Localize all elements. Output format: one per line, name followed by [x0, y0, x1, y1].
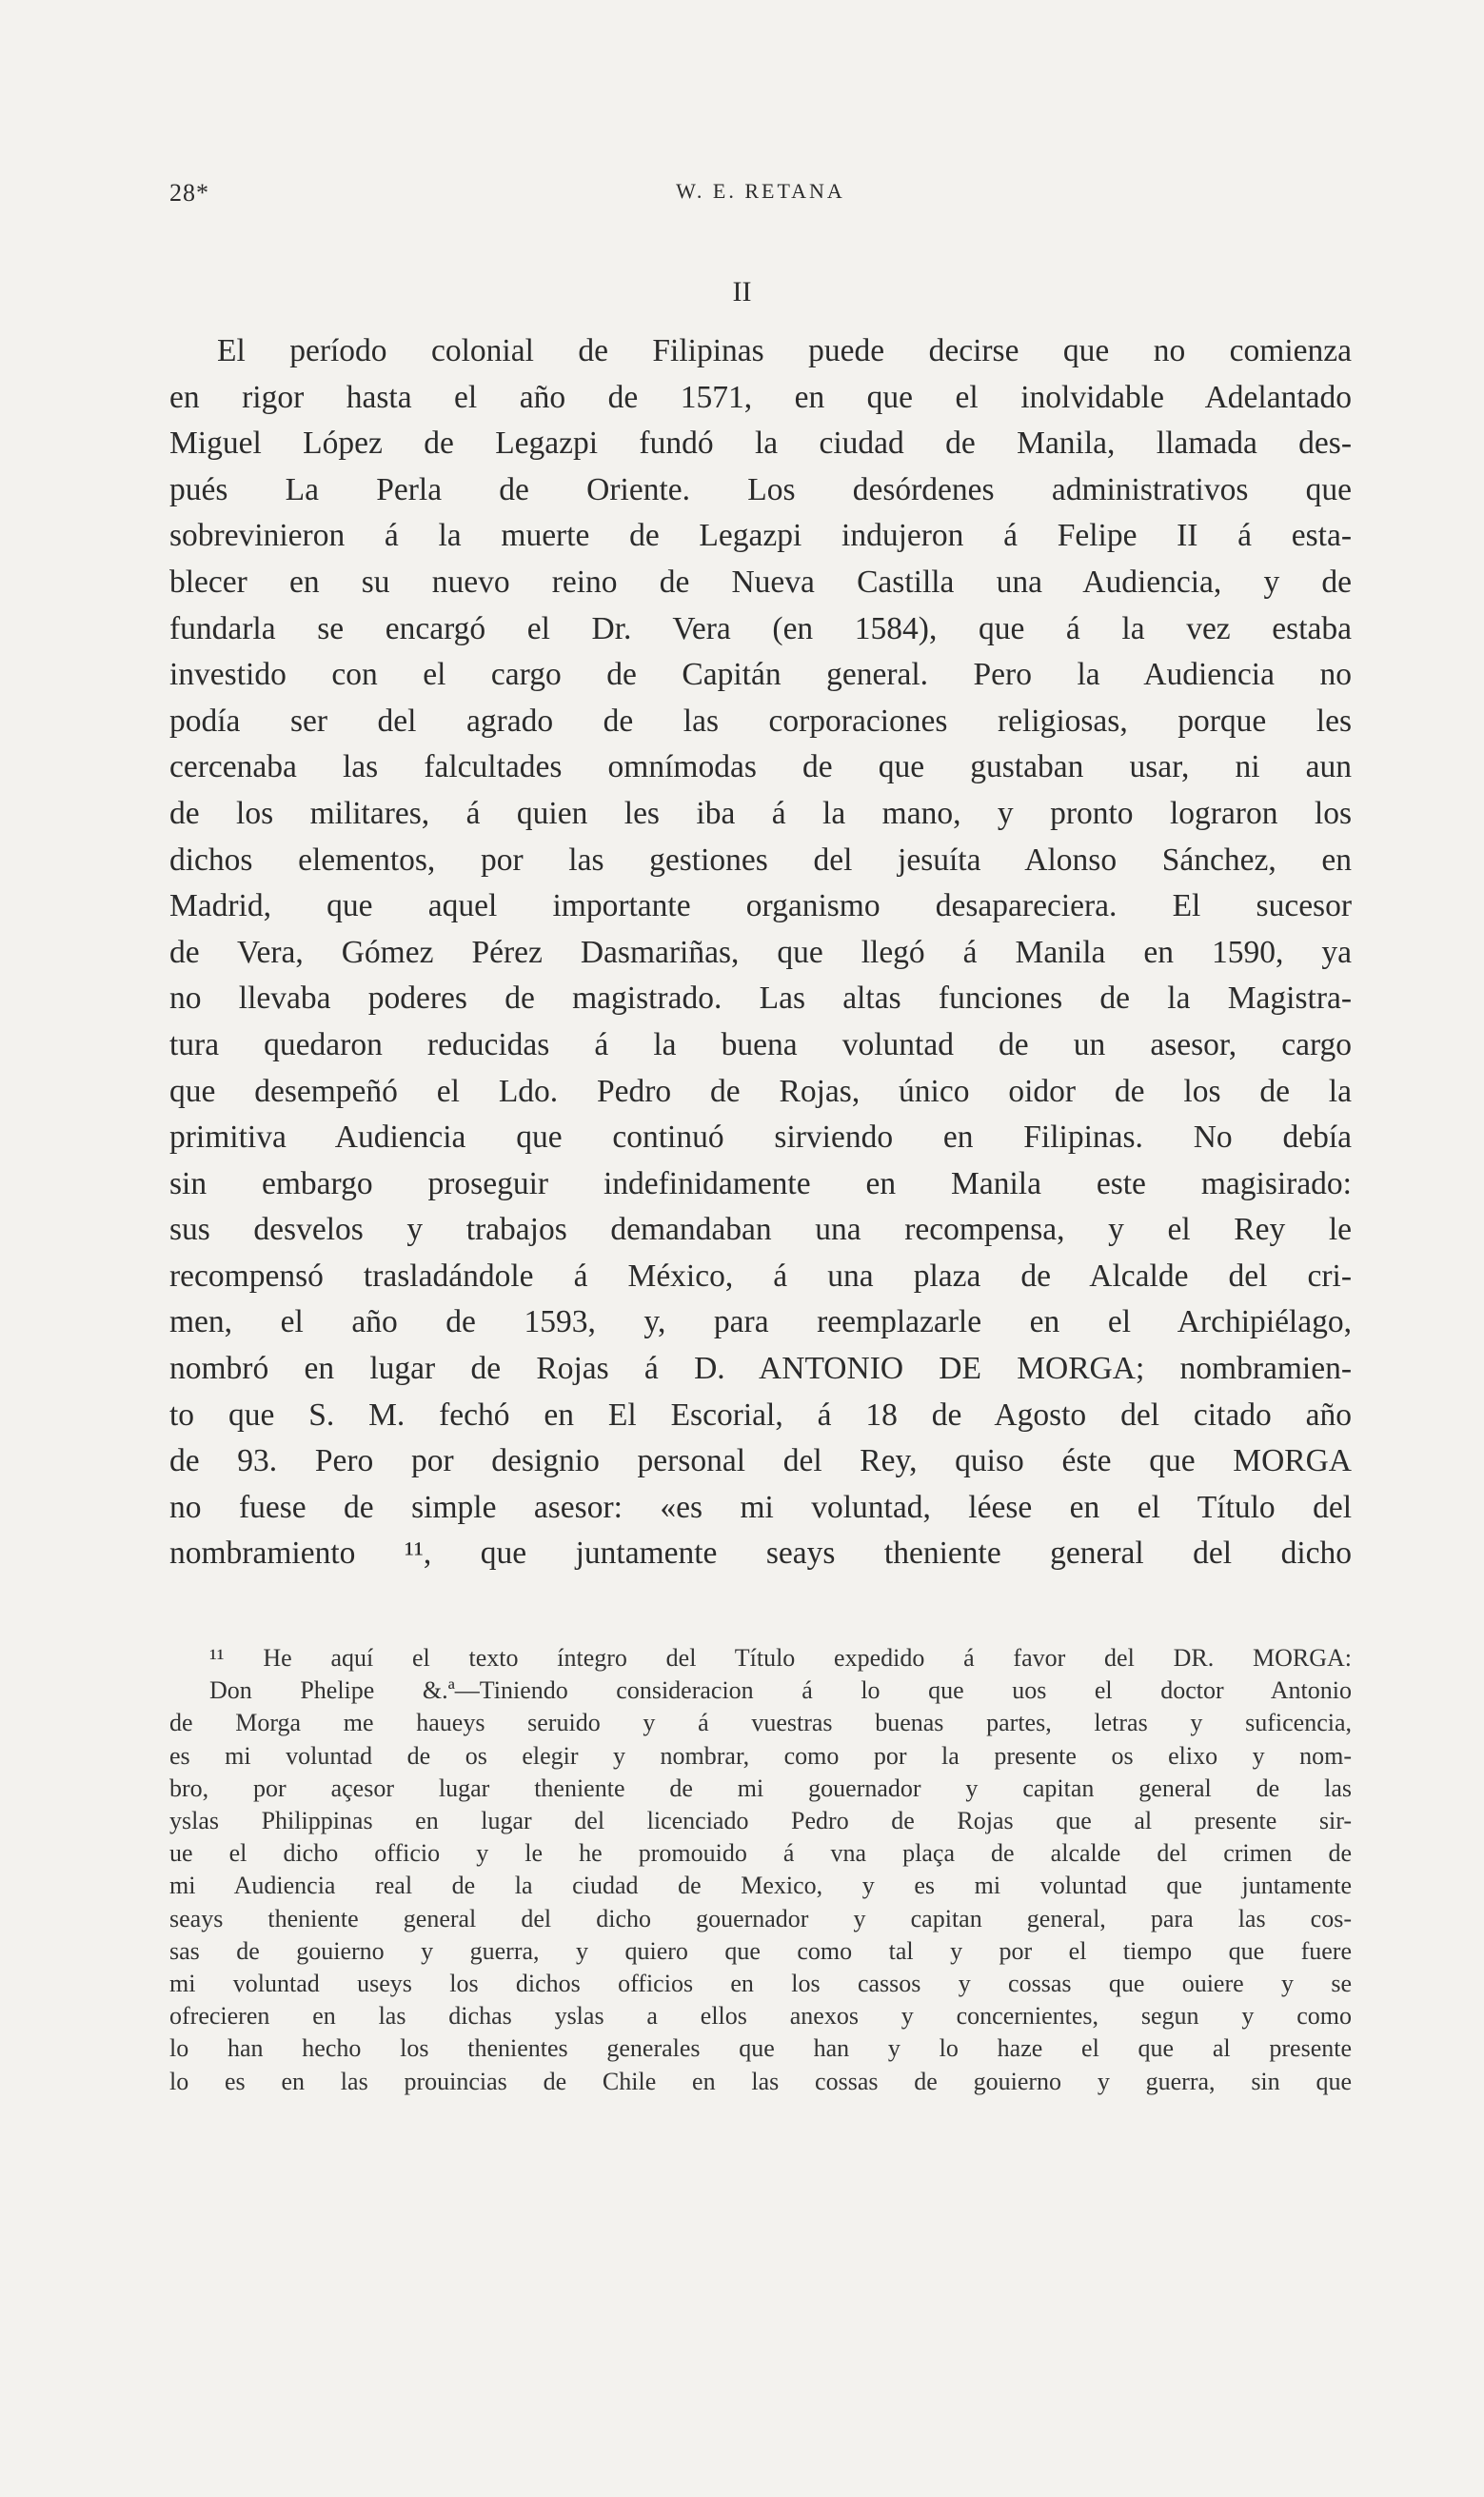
body-line: nombramiento ¹¹, que juntamente seays theniente general del dicho: [169, 1536, 1352, 1572]
section-title: II: [732, 276, 752, 307]
body-line: nombró en lugar de Rojas á D. ANTONIO DE MORGA; nombramien-: [169, 1351, 1352, 1387]
body-line: podía ser del agrado de las corporaciones religiosas, porque les: [169, 703, 1352, 739]
body-line: pués La Perla de Oriente. Los desórdenes administrativos que: [169, 471, 1352, 507]
body-line: cercenaba las falcultades omnímodas de que gustaban usar, ni aun: [169, 749, 1352, 785]
footnote-line: lo han hecho los thenientes generales que han y lo haze el que al presente: [169, 2034, 1352, 2063]
footnote-line: es mi voluntad de os elegir y nombrar, como por la presente os elixo y nom-: [169, 1741, 1352, 1770]
page-header: [169, 179, 1352, 217]
body-line: que desempeñó el Ldo. Pedro de Rojas, único oidor de los de la: [169, 1073, 1352, 1109]
body-line: dichos elementos, por las gestiones del jesuíta Alonso Sánchez, en: [169, 842, 1352, 878]
body-line: de Vera, Gómez Pérez Dasmariñas, que llegó á Manila en 1590, ya: [169, 934, 1352, 970]
body-line: de 93. Pero por designio personal del Rey, quiso éste que MORGA: [169, 1443, 1352, 1479]
body-line: investido con el cargo de Capitán general. Pero la Audiencia no: [169, 657, 1352, 693]
page-number: 28*: [169, 179, 209, 207]
body-line: de los militares, á quien les iba á la mano, y pronto lograron los: [169, 795, 1352, 831]
footnote-line: ¹¹ He aquí el texto íntegro del Título expedido á favor del DR. MORGA:: [209, 1644, 1352, 1672]
body-line: en rigor hasta el año de 1571, en que el inolvidable Adelantado: [169, 379, 1352, 415]
footnote-line: mi voluntad useys los dichos officios en los cassos y cossas que ouiere y se: [169, 1970, 1352, 1998]
body-line: no llevaba poderes de magistrado. Las altas funciones de la Magistra-: [169, 981, 1352, 1017]
footnote: [169, 1642, 1352, 2098]
body-line: no fuese de simple asesor: «es mi voluntad, léese en el Título del: [169, 1489, 1352, 1525]
footnote-line: seays theniente general del dicho gouernador y capitan general, para las cos-: [169, 1904, 1352, 1932]
footnote-line: yslas Philippinas en lugar del licenciado Pedro de Rojas que al presente sir-: [169, 1807, 1352, 1835]
footnote-line: mi Audiencia real de la ciudad de Mexico, y es mi voluntad que juntamente: [169, 1872, 1352, 1900]
body-line: tura quedaron reducidas á la buena voluntad de un asesor, cargo: [169, 1026, 1352, 1062]
body-line: fundarla se encargó el Dr. Vera (en 1584), que á la vez estaba: [169, 610, 1352, 646]
body-line: recompensó trasladándole á México, á una plaza de Alcalde del cri-: [169, 1258, 1352, 1294]
body-text: [169, 328, 1352, 1577]
footnote-line: ofrecieren en las dichas yslas a ellos anexos y concernientes, segun y como: [169, 2002, 1352, 2031]
body-line: sin embargo proseguir indefinidamente en Manila este magisirado:: [169, 1165, 1352, 1201]
running-head: W. E. RETANA: [676, 179, 845, 203]
footnote-line: lo es en las prouincias de Chile en las cossas de gouierno y guerra, sin que: [169, 2067, 1352, 2095]
body-line: Madrid, que aquel importante organismo desapareciera. El sucesor: [169, 888, 1352, 924]
footnote-line: de Morga me haueys seruido y á vuestras buenas partes, letras y suficencia,: [169, 1709, 1352, 1737]
body-line: El período colonial de Filipinas puede decirse que no comienza: [217, 333, 1352, 368]
body-line: men, el año de 1593, y, para reemplazarle en el Archipiélago,: [169, 1304, 1352, 1340]
footnote-line: bro, por açesor lugar theniente de mi gouernador y capitan general de las: [169, 1774, 1352, 1802]
footnote-line: Don Phelipe &.ª—Tiniendo consideracion á lo que uos el doctor Antonio: [209, 1676, 1352, 1705]
footnote-line: ue el dicho officio y le he promouido á vna plaça de alcalde del crimen de: [169, 1839, 1352, 1868]
body-line: blecer en su nuevo reino de Nueva Castilla una Audiencia, y de: [169, 564, 1352, 600]
body-line: sus desvelos y trabajos demandaban una recompensa, y el Rey le: [169, 1212, 1352, 1248]
body-line: sobrevinieron á la muerte de Legazpi indujeron á Felipe II á esta-: [169, 518, 1352, 554]
body-line: to que S. M. fechó en El Escorial, á 18 de Agosto del citado año: [169, 1397, 1352, 1433]
body-line: Miguel López de Legazpi fundó la ciudad de Manila, llamada des-: [169, 426, 1352, 462]
footnote-line: sas de gouierno y guerra, y quiero que como tal y por el tiempo que fuere: [169, 1936, 1352, 1965]
body-line: primitiva Audiencia que continuó sirviendo en Filipinas. No debía: [169, 1120, 1352, 1156]
